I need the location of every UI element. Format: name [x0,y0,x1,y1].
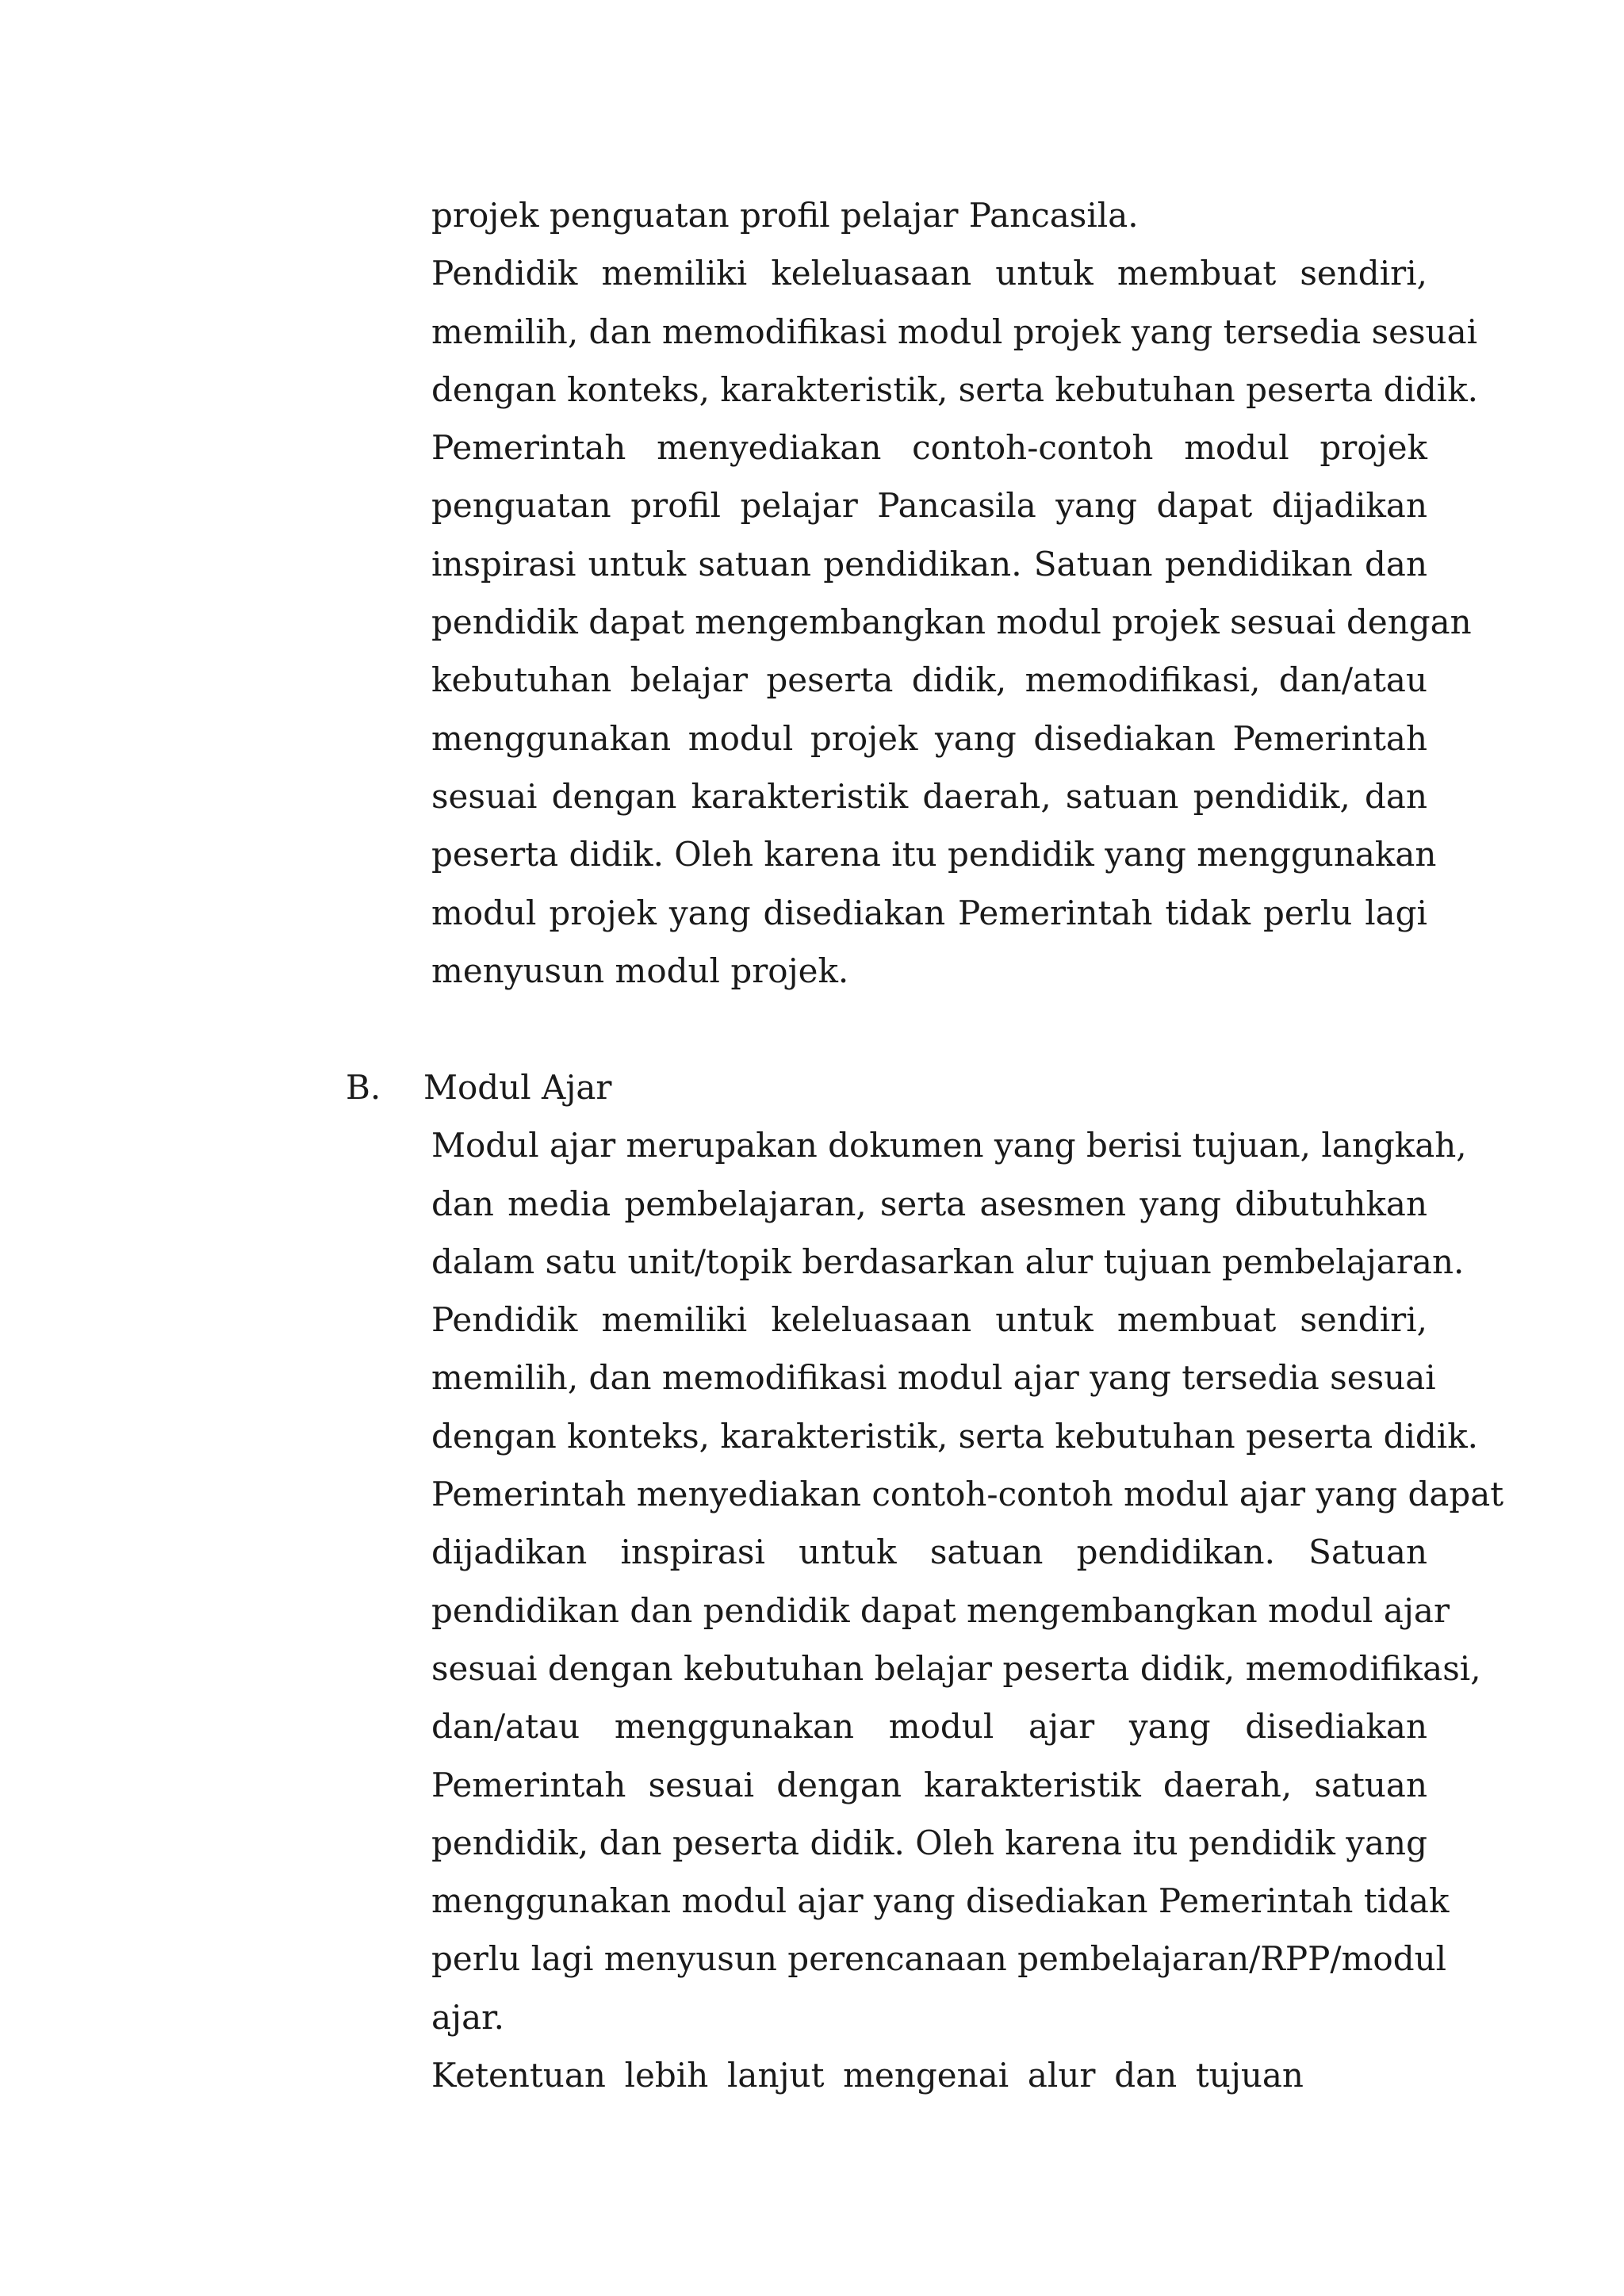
text-line: Ketentuan lebih lanjut mengenai alur dan tujuan [431,2056,1304,2095]
text-line: Pemerintah menyediakan contoh-contoh modul projek [431,428,1427,468]
text-line: menggunakan modul projek yang disediakan Pemerintah [431,718,1427,758]
text-line: perlu lagi menyusun perencanaan pembelajaran/RPP/modul [431,1939,1447,1979]
section-heading [346,1058,1427,1116]
text-line: modul projek yang disediakan Pemerintah tidak perlu lagi [431,893,1427,932]
text-line: Modul ajar merupakan dokumen yang berisi tujuan, langkah, [431,1126,1467,1165]
text-line: penguatan profil pelajar Pancasila yang dapat dijadikan [431,486,1427,526]
text-line: sesuai dengan karakteristik daerah, satuan pendidik, dan [431,776,1427,816]
text-line: pendidik dapat mengembangkan modul projek sesuai dengan [431,603,1472,642]
text-line: projek penguatan profil pelajar Pancasila. [431,196,1139,235]
text-line: pendidikan dan pendidik dapat mengembangkan modul ajar [431,1590,1450,1630]
text-line: dengan konteks, karakteristik, serta kebutuhan peserta didik. [431,1416,1479,1456]
section-title: Modul Ajar [423,1068,612,1107]
text-line: kebutuhan belajar peserta didik, memodifikasi, dan/atau [431,660,1427,700]
text-line: menyusun modul projek. [431,951,849,990]
section-body [431,1116,1504,2104]
section-modul-ajar [346,1058,1504,2104]
text-line: ajar. [431,1997,504,2037]
text-line: inspirasi untuk satuan pendidikan. Satuan pendidikan dan [431,544,1427,584]
text-line: dijadikan inspirasi untuk satuan pendidikan. Satuan [431,1533,1427,1572]
text-line: dan media pembelajaran, serta asesmen yang dibutuhkan [431,1184,1427,1223]
text-line: peserta didik. Oleh karena itu pendidik yang menggunakan [431,835,1437,874]
section-label: B. [346,1068,381,1107]
text-line: sesuai dengan kebutuhan belajar peserta didik, memodifikasi, [431,1648,1481,1688]
text-line: memilih, dan memodifikasi modul projek yang tersedia sesuai [431,312,1478,351]
text-line: Pendidik memiliki keleluasaan untuk membuat sendiri, [431,1300,1427,1340]
text-line: menggunakan modul ajar yang disediakan Pemerintah tidak [431,1881,1450,1921]
text-line: Pemerintah sesuai dengan karakteristik daerah, satuan [431,1765,1427,1804]
text-line: dengan konteks, karakteristik, serta kebutuhan peserta didik. [431,369,1479,409]
text-line: dalam satu unit/topik berdasarkan alur tujuan pembelajaran. [431,1242,1465,1281]
intro-paragraphs [431,186,1479,1000]
text-line: dan/atau menggunakan modul ajar yang disediakan [431,1707,1427,1747]
text-line: Pemerintah menyediakan contoh-contoh modul ajar yang dapat [431,1475,1504,1514]
text-line: Pendidik memiliki keleluasaan untuk membuat sendiri, [431,254,1427,293]
text-line: memilih, dan memodifikasi modul ajar yang tersedia sesuai [431,1358,1436,1398]
text-line: pendidik, dan peserta didik. Oleh karena itu pendidik yang [431,1823,1427,1862]
